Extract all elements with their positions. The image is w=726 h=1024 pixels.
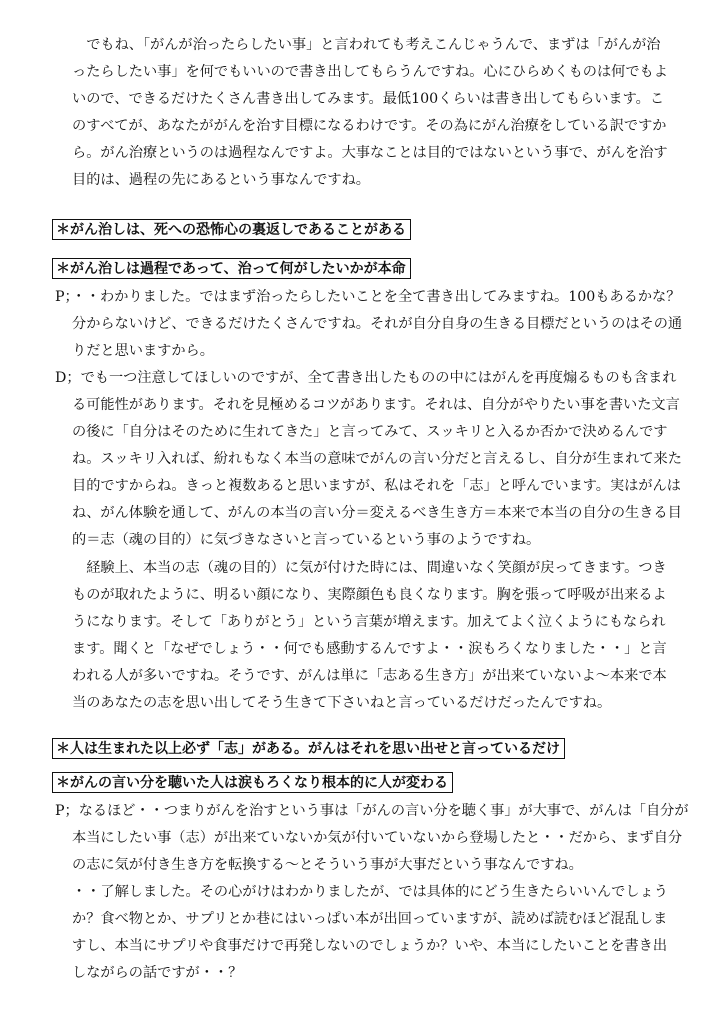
patient-dialogue-2-continued: ・・了解しました。その心がけはわかりましたが、では具体的にどう生きたらいいんでしょうか？食べ物とか、サプリとか巷にはいっぱい本が出回っていますが、読めば読むほど混乱しますし、本当にサプリや食事だけで再発しないのでしょうか？いや、本当にしたいことを書き出しながらの話ですが・・？: [72, 884, 668, 981]
paragraph-experience: 経験上、本当の志（魂の目的）に気が付けた時には、間違いなく笑顔が戻ってきます。つきものが取れたように、明るい顔になり、実際顔色も良くなります。胸を張って呼吸が出来るようになります。そして「ありがとう」という言葉が増えます。加えてよく泣くようにもなられます。聞くと「なぜでしょう・・何でも感動するんですよ・・涙もろくなりました・・」と言われる人が多いですね。そうです、がんは単に「志ある生き方」が出来ていないよ〜本来で本当のあなたの志を思い出してそう生きて下さいねと言っているだけだったんですね。: [72, 560, 667, 711]
patient-dialogue-2: P；なるほど・・つまりがんを治すという事は「がんの言い分を聴く事」が大事で、がんは「自分が本当にしたい事（志）が出来ていないか気が付いていないから登場したと・・だから、まず自分の志に気が付き生き方を転換する〜とそういう事が大事だという事なんですね。: [55, 803, 689, 873]
doctor-dialogue-1: D；でも一つ注意してほしいのですが、全て書き出したものの中にはがんを再度煽るものも含まれる可能性があります。それを見極めるコツがあります。それは、自分がやりたい事を書いた文言の後に「自分はそのために生れてきた」と言ってみて、スッキリと入るか否かで決めるんですね。スッキリ入れば、紛れもなく本当の意味でがんの言い分だと言えるし、自分が生まれて来た目的ですからね。きっと複数あると思いますが、私はそれを「志」と呼んでいます。実はがんはね、がん体験を通して、がんの本当の言い分＝変えるべき生き方＝本来で本当の自分の生きる目的＝志（魂の目的）に気づきなさいと言っているという事のようですね。: [55, 370, 682, 548]
section-heading-tears: ＊がんの言い分を聴いた人は涙もろくなり根本的に人が変わる: [52, 772, 453, 793]
patient-dialogue-1: P；・・わかりました。ではまず治ったらしたいことを全て書き出してみますね。100もあるかな？分からないけど、できるだけたくさんですね。それが自分自身の生きる目標だというのはその通りだと思いますから。: [55, 289, 683, 359]
section-heading-fear: ＊がん治しは、死への恐怖心の裏返しであることがある: [52, 219, 411, 240]
section-heading-process: ＊がん治しは過程であって、治って何がしたいかが本命: [52, 258, 411, 279]
paragraph-intro: でもね、「がんが治ったらしたい事」と言われても考えこんじゃうんで、まずは「がんが治ったらしたい事」を何でもいいので書き出してもらうんですね。心にひらめくものは何でもよいので、できるだけたくさん書き出してみます。最低100くらいは書き出してもらいます。このすべてが、あなたががんを治す目標になるわけです。その為にがん治療をしている訳ですから。がん治療というのは過程なんですよ。大事なことは目的ではないという事で、がんを治す目的は、過程の先にあるという事なんですね。: [72, 37, 668, 188]
section-heading-purpose: ＊人は生まれた以上必ず「志」がある。がんはそれを思い出せと言っているだけ: [52, 738, 565, 759]
